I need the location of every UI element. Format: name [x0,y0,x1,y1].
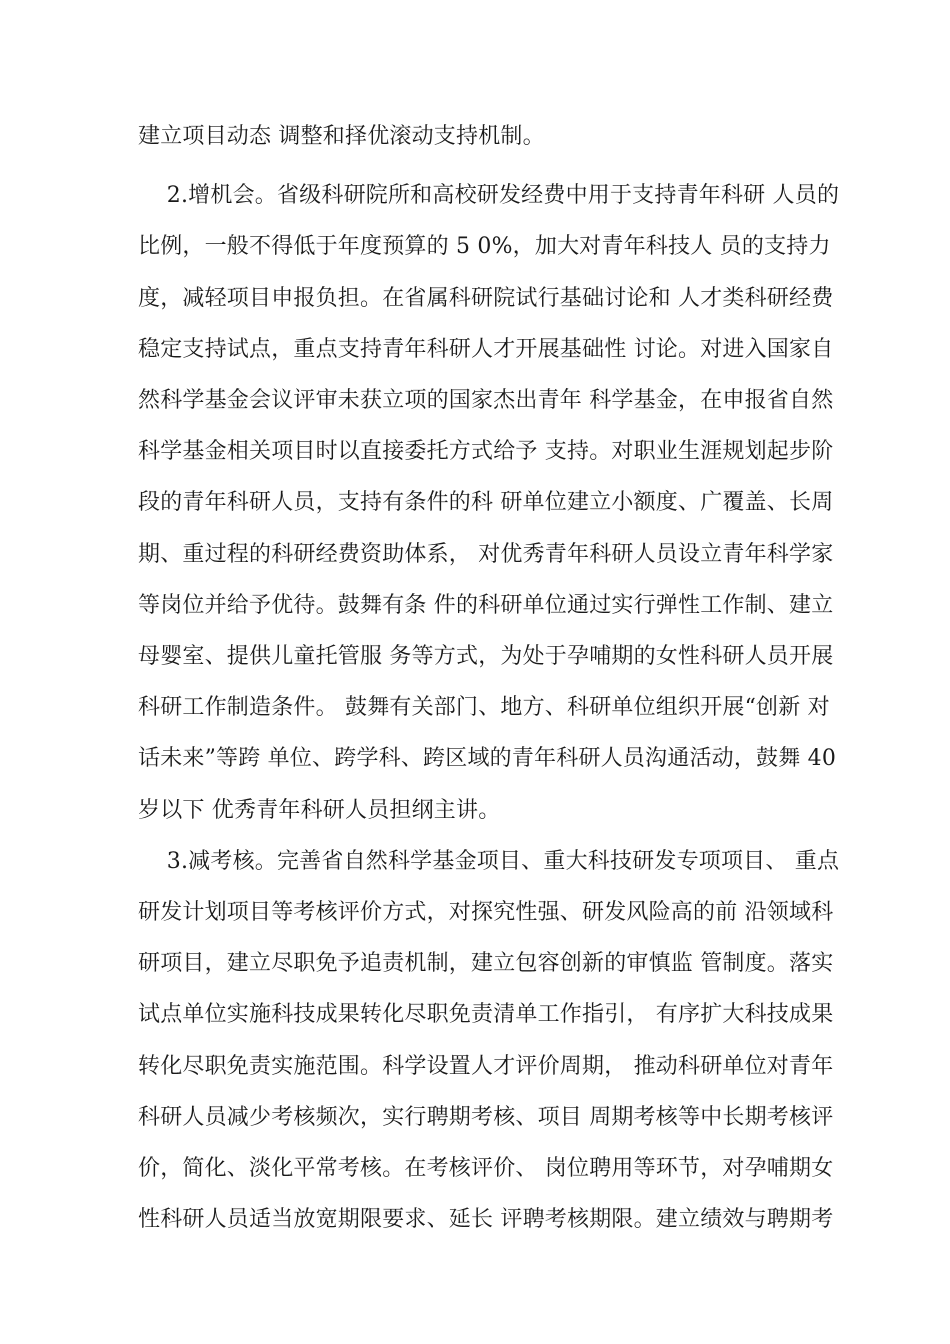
text-line: 稳定支持试点，重点支持青年科研人才开展基础性 讨论。对进入国家自 [138,337,834,362]
text-line: 科研人员减少考核频次，实行聘期考核、项目 周期考核等中长期考核评 [138,1105,834,1130]
text-line: 科学基金相关项目时以直接委托方式给予 支持。对职业生涯规划起步阶 [138,439,834,464]
text-line: 2.增机会。省级科研院所和高校研发经费中用于支持青年科研 人员的 [138,183,840,208]
text-line: 然科学基金会议评审未获立项的国家杰出青年 科学基金，在申报省自然 [138,388,834,413]
text-line: 度，减轻项目申报负担。在省属科研院试行基础讨论和 人才类科研经费 [138,286,834,311]
text-line: 话未来”等跨 单位、跨学科、跨区域的青年科研人员沟通活动，鼓舞 40 [138,746,837,771]
text-line: 岁以下 优秀青年科研人员担纲主讲。 [138,798,501,823]
text-line: 段的青年科研人员，支持有条件的科 研单位建立小额度、广覆盖、长周 [138,490,834,515]
text-line: 研项目，建立尽职免予追责机制，建立包容创新的审慎监 管制度。落实 [138,951,834,976]
text-line: 科研工作制造条件。 鼓舞有关部门、地方、科研单位组织开展“创新 对 [138,695,830,720]
text-line: 试点单位实施科技成果转化尽职免责清单工作指引， 有序扩大科技成果 [138,1002,834,1027]
text-line: 3.减考核。完善省自然科学基金项目、重大科技研发专项项目、 重点 [138,849,840,874]
text-line: 期、重过程的科研经费资助体系， 对优秀青年科研人员设立青年科学家 [138,542,834,567]
text-line: 等岗位并给予优待。鼓舞有条 件的科研单位通过实行弹性工作制、建立 [138,593,834,618]
text-line: 比例，一般不得低于年度预算的 5 0%，加大对青年科技人 员的支持力 [138,234,831,259]
text-line: 母婴室、提供儿童托管服 务等方式，为处于孕哺期的女性科研人员开展 [138,644,834,669]
text-line: 性科研人员适当放宽期限要求、延长 评聘考核期限。建立绩效与聘期考 [138,1207,834,1232]
text-line: 研发计划项目等考核评价方式，对探究性强、研发风险高的前 沿领域科 [138,900,834,925]
text-line: 转化尽职免责实施范围。科学设置人才评价周期， 推动科研单位对青年 [138,1054,834,1079]
text-line: 建立项目动态 调整和择优滚动支持机制。 [138,124,545,149]
text-line: 价，简化、淡化平常考核。在考核评价、 岗位聘用等环节，对孕哺期女 [138,1156,834,1181]
